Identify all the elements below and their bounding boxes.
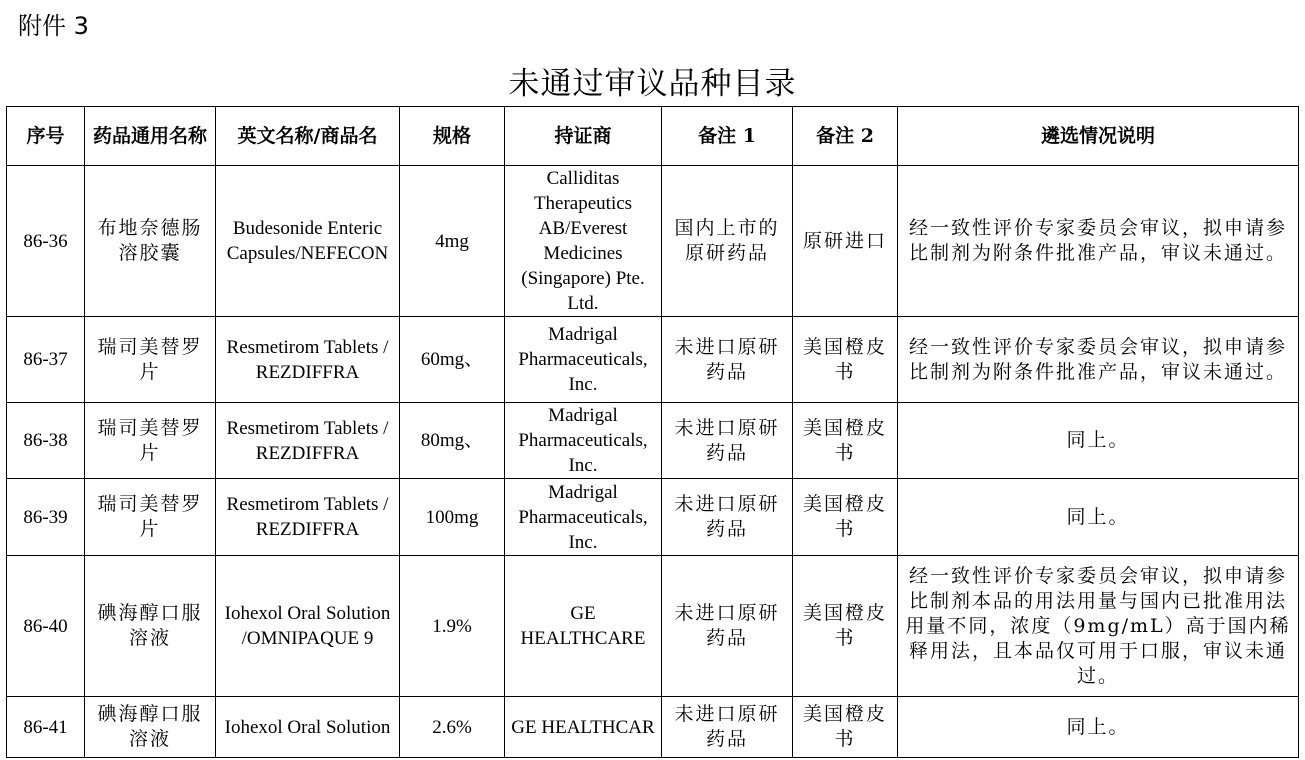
spec: 4mg [400, 166, 505, 317]
row-number: 86-40 [7, 556, 85, 697]
header-row [7, 107, 1299, 166]
row-number: 86-37 [7, 317, 85, 403]
header-cell: 备注 2 [793, 107, 898, 166]
english-name: Resmetirom Tablets / REZDIFFRA [216, 317, 400, 403]
generic-name: 瑞司美替罗片 [85, 317, 216, 403]
generic-name: 瑞司美替罗片 [85, 479, 216, 556]
spec: 2.6% [400, 697, 505, 758]
note1: 未进口原研药品 [662, 556, 793, 697]
header-cell: 英文名称/商品名 [216, 107, 400, 166]
spec: 1.9% [400, 556, 505, 697]
holder: GE HEALTHCARE [505, 556, 662, 697]
header-cell: 药品通用名称 [85, 107, 216, 166]
header-cell: 规格 [400, 107, 505, 166]
generic-name: 布地奈德肠溶胶囊 [85, 166, 216, 317]
table-row [7, 317, 1299, 403]
english-name: Iohexol Oral Solution /OMNIPAQUE 9 [216, 556, 400, 697]
row-number: 86-39 [7, 479, 85, 556]
note1: 未进口原研药品 [662, 479, 793, 556]
row-number: 86-36 [7, 166, 85, 317]
english-name: Resmetirom Tablets / REZDIFFRA [216, 403, 400, 479]
remarks: 经一致性评价专家委员会审议，拟申请参比制剂为附条件批准产品，审议未通过。 [898, 166, 1299, 317]
note2: 美国橙皮书 [793, 403, 898, 479]
note1: 未进口原研药品 [662, 697, 793, 758]
holder: Calliditas Therapeutics AB/Everest Medicines (Singapore) Pte. Ltd. [505, 166, 662, 317]
table-row [7, 403, 1299, 479]
table-row [7, 556, 1299, 697]
remarks: 同上。 [898, 403, 1299, 479]
header-cell: 备注 1 [662, 107, 793, 166]
table-row [7, 166, 1299, 317]
remarks: 同上。 [898, 479, 1299, 556]
english-name: Budesonide Enteric Capsules/NEFECON [216, 166, 400, 317]
table-row [7, 697, 1299, 758]
note1: 国内上市的原研药品 [662, 166, 793, 317]
english-name: Iohexol Oral Solution [216, 697, 400, 758]
note2: 美国橙皮书 [793, 556, 898, 697]
holder: GE HEALTHCAR [505, 697, 662, 758]
attachment-label: 附件 3 [18, 12, 89, 40]
note1: 未进口原研药品 [662, 403, 793, 479]
generic-name: 碘海醇口服溶液 [85, 556, 216, 697]
holder: Madrigal Pharmaceuticals, Inc. [505, 403, 662, 479]
spec: 60mg、 [400, 317, 505, 403]
header-cell: 遴选情况说明 [898, 107, 1299, 166]
note2: 美国橙皮书 [793, 479, 898, 556]
remarks: 经一致性评价专家委员会审议，拟申请参比制剂本品的用法用量与国内已批准用法用量不同，浓度（9mg/mL）高于国内稀释用法，且本品仅可用于口服，审议未通过。 [898, 556, 1299, 697]
remarks: 经一致性评价专家委员会审议，拟申请参比制剂为附条件批准产品，审议未通过。 [898, 317, 1299, 403]
table-row [7, 479, 1299, 556]
note2: 美国橙皮书 [793, 697, 898, 758]
holder: Madrigal Pharmaceuticals, Inc. [505, 479, 662, 556]
generic-name: 碘海醇口服溶液 [85, 697, 216, 758]
header-cell: 序号 [7, 107, 85, 166]
generic-name: 瑞司美替罗片 [85, 403, 216, 479]
catalog-table [6, 106, 1299, 758]
english-name: Resmetirom Tablets / REZDIFFRA [216, 479, 400, 556]
row-number: 86-38 [7, 403, 85, 479]
note1: 未进口原研药品 [662, 317, 793, 403]
spec: 80mg、 [400, 403, 505, 479]
page-title: 未通过审议品种目录 [508, 66, 797, 102]
note2: 美国橙皮书 [793, 317, 898, 403]
note2: 原研进口 [793, 166, 898, 317]
remarks: 同上。 [898, 697, 1299, 758]
holder: Madrigal Pharmaceuticals, Inc. [505, 317, 662, 403]
header-cell: 持证商 [505, 107, 662, 166]
spec: 100mg [400, 479, 505, 556]
row-number: 86-41 [7, 697, 85, 758]
